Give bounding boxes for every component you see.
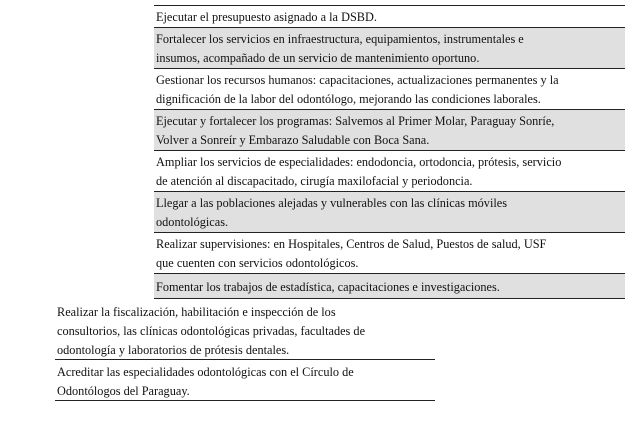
list-item-line: Gestionar los recursos humanos: capacitaciones, actualizaciones permanentes y la	[156, 73, 559, 87]
list-item-line: Llegar a las poblaciones alejadas y vulnerables con las clínicas móviles	[156, 196, 508, 210]
list-item	[154, 192, 625, 233]
list-item-line: odontología y laboratorios de prótesis dentales.	[57, 343, 290, 357]
list-item-line: Ampliar los servicios de especialidades: endodoncia, ortodoncia, prótesis, servicio	[156, 155, 562, 169]
list-item	[55, 361, 435, 401]
list-item-line: que cuenten con servicios odontológicos.	[156, 256, 359, 270]
list-item-line: Realizar la fiscalización, habilitación e inspección de los	[57, 305, 336, 319]
list-item	[154, 110, 625, 151]
list-item-line: Acreditar las especialidades odontológicas con el Círculo de	[57, 365, 354, 379]
list-item-line: Ejecutar el presupuesto asignado a la DSBD.	[156, 10, 377, 24]
list-item-line: Ejecutar y fortalecer los programas: Salvemos al Primer Molar, Paraguay Sonríe,	[156, 114, 555, 128]
list-item-line: Odontólogos del Paraguay.	[57, 384, 190, 398]
list-item	[154, 69, 625, 110]
list-item	[154, 274, 625, 299]
list-item-line: Realizar supervisiones: en Hospitales, Centros de Salud, Puestos de salud, USF	[156, 237, 547, 251]
list-item-line: Volver a Sonreír y Embarazo Saludable con Boca Sana.	[156, 133, 430, 147]
list-item-line: Fomentar los trabajos de estadística, capacitaciones e investigaciones.	[156, 280, 500, 294]
list-item-line: insumos, acompañado de un servicio de mantenimiento oportuno.	[156, 51, 480, 65]
list-item	[154, 28, 625, 69]
list-item-line: de atención al discapacitado, cirugía maxilofacial y periodoncia.	[156, 174, 473, 188]
list-item	[154, 151, 625, 192]
list-item-line: Fortalecer los servicios en infraestructura, equipamientos, instrumentales e	[156, 32, 524, 46]
list-item	[55, 302, 435, 360]
list-item-line: odontológicas.	[156, 215, 229, 229]
list-item-line: dignificación de la labor del odontólogo, mejorando las condiciones laborales.	[156, 92, 541, 106]
list-item-line: consultorios, las clínicas odontológicas privadas, facultades de	[57, 324, 366, 338]
list-item	[154, 233, 625, 274]
list-item	[154, 6, 625, 28]
